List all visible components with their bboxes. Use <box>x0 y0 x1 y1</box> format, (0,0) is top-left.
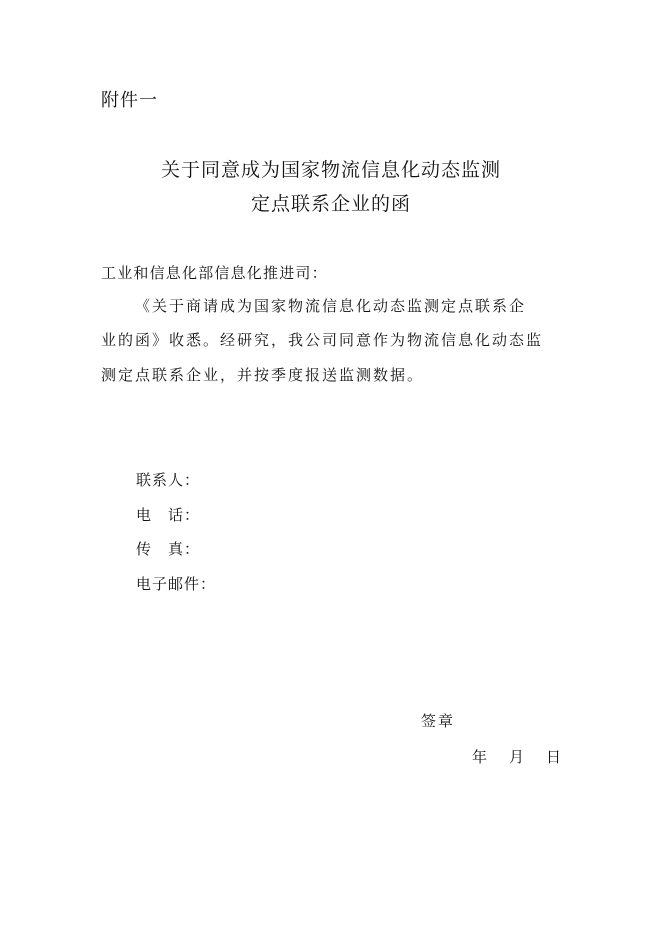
contact-email-label: 电子邮件： <box>136 575 217 593</box>
letter-addressee: 工业和信息化部信息化推进司： <box>101 264 328 282</box>
date-day-label: 日 <box>546 748 562 766</box>
letter-body-line-3: 测定点联系企业，并按季度报送监测数据。 <box>101 366 425 384</box>
document-title-line-1: 关于同意成为国家物流信息化动态监测 <box>160 159 501 181</box>
contact-fax-label: 传 真： <box>136 540 201 558</box>
contact-person-label: 联系人： <box>136 471 201 489</box>
seal-label: 签章 <box>421 712 456 730</box>
letter-body-line-1: 《关于商请成为国家物流信息化动态监测定点联系企 <box>135 297 527 315</box>
attachment-label: 附件一 <box>101 90 158 111</box>
date-line <box>472 746 561 767</box>
date-year-label: 年 <box>472 748 488 766</box>
letter-body-line-2: 业的函》收悉。经研究，我公司同意作为物流信息化动态监 <box>101 331 544 349</box>
contact-phone-label: 电 话： <box>136 506 201 524</box>
date-month-label: 月 <box>509 748 525 766</box>
document-title-line-2: 定点联系企业的函 <box>250 193 411 215</box>
